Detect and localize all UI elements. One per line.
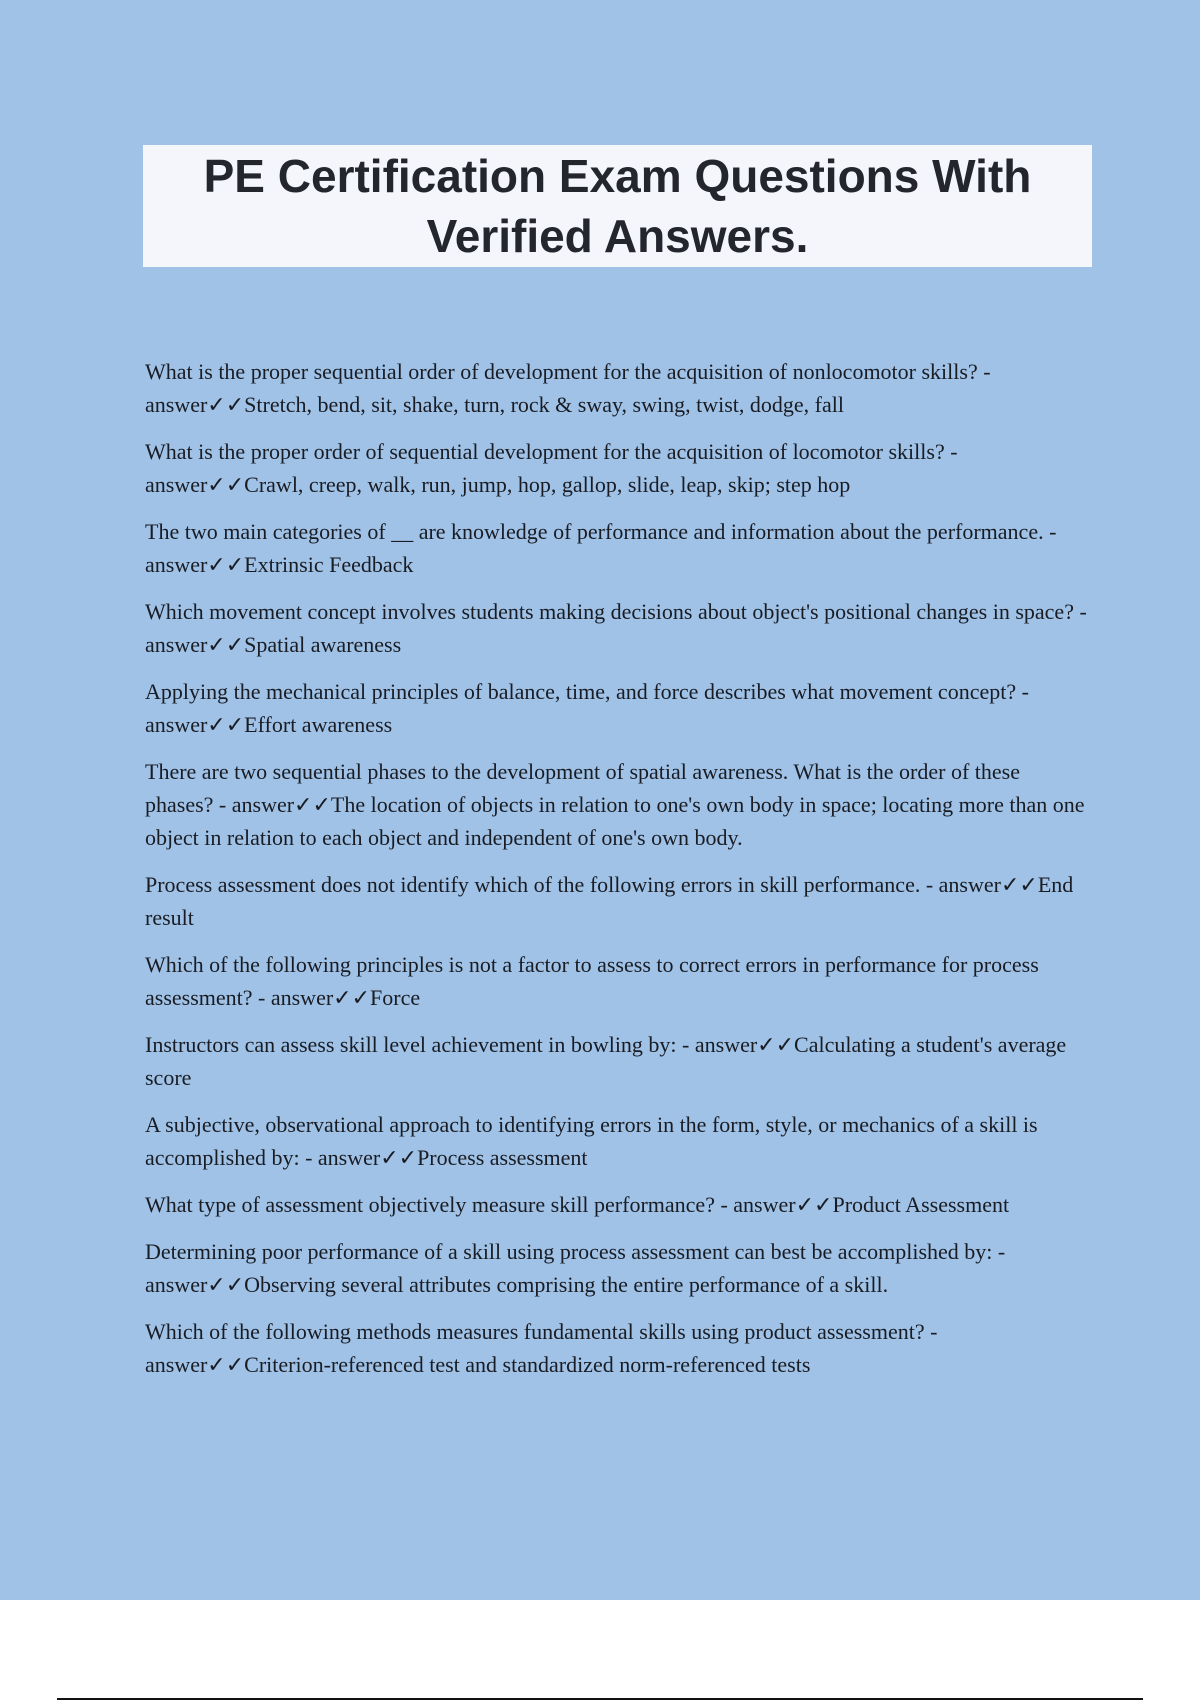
- qa-item: What is the proper sequential order of development for the acquisition of nonlocomotor skills? - answer✓✓Stretch, bend, sit, shake, turn, rock & sway, swing, twist, dodge, fall: [145, 359, 991, 417]
- question-answer-list: [145, 355, 1090, 1395]
- qa-item: Applying the mechanical principles of balance, time, and force describes what movement concept? - answer✓✓Effort awareness: [145, 679, 1029, 737]
- qa-item: Process assessment does not identify which of the following errors in skill performance. - answer✓✓End result: [145, 872, 1074, 930]
- qa-item: Instructors can assess skill level achievement in bowling by: - answer✓✓Calculating a student's average score: [145, 1032, 1067, 1090]
- qa-item: A subjective, observational approach to identifying errors in the form, style, or mechanics of a skill is accomplished by: - answer✓✓Process assessment: [145, 1112, 1038, 1170]
- title-box: [143, 145, 1092, 267]
- qa-item: There are two sequential phases to the development of spatial awareness. What is the order of these phases? - answer✓✓The location of objects in relation to one's own body in space; locating more than one object in relation to each object and independent of one's own body.: [145, 759, 1085, 850]
- qa-item: Which movement concept involves students making decisions about object's positional changes in space? - answer✓✓Spatial awareness: [145, 599, 1087, 657]
- qa-item: Which of the following principles is not a factor to assess to correct errors in performance for process assessment? - answer✓✓Force: [145, 952, 1039, 1010]
- qa-item: The two main categories of __ are knowledge of performance and information about the performance. - answer✓✓Extrinsic Feedback: [145, 519, 1057, 577]
- qa-item: Determining poor performance of a skill using process assessment can best be accomplished by: - answer✓✓Observing several attributes comprising the entire performance of a skill.: [145, 1239, 1006, 1297]
- qa-item: What type of assessment objectively measure skill performance? - answer✓✓Product Assessment: [145, 1192, 1010, 1217]
- document-title: PE Certification Exam Questions With Verified Answers.: [203, 150, 1032, 262]
- qa-item: Which of the following methods measures fundamental skills using product assessment? - answer✓✓Criterion-referenced test and standardized norm-referenced tests: [145, 1319, 938, 1377]
- qa-item: What is the proper order of sequential development for the acquisition of locomotor skills? - answer✓✓Crawl, creep, walk, run, jump, hop, gallop, slide, leap, skip; step hop: [145, 439, 958, 497]
